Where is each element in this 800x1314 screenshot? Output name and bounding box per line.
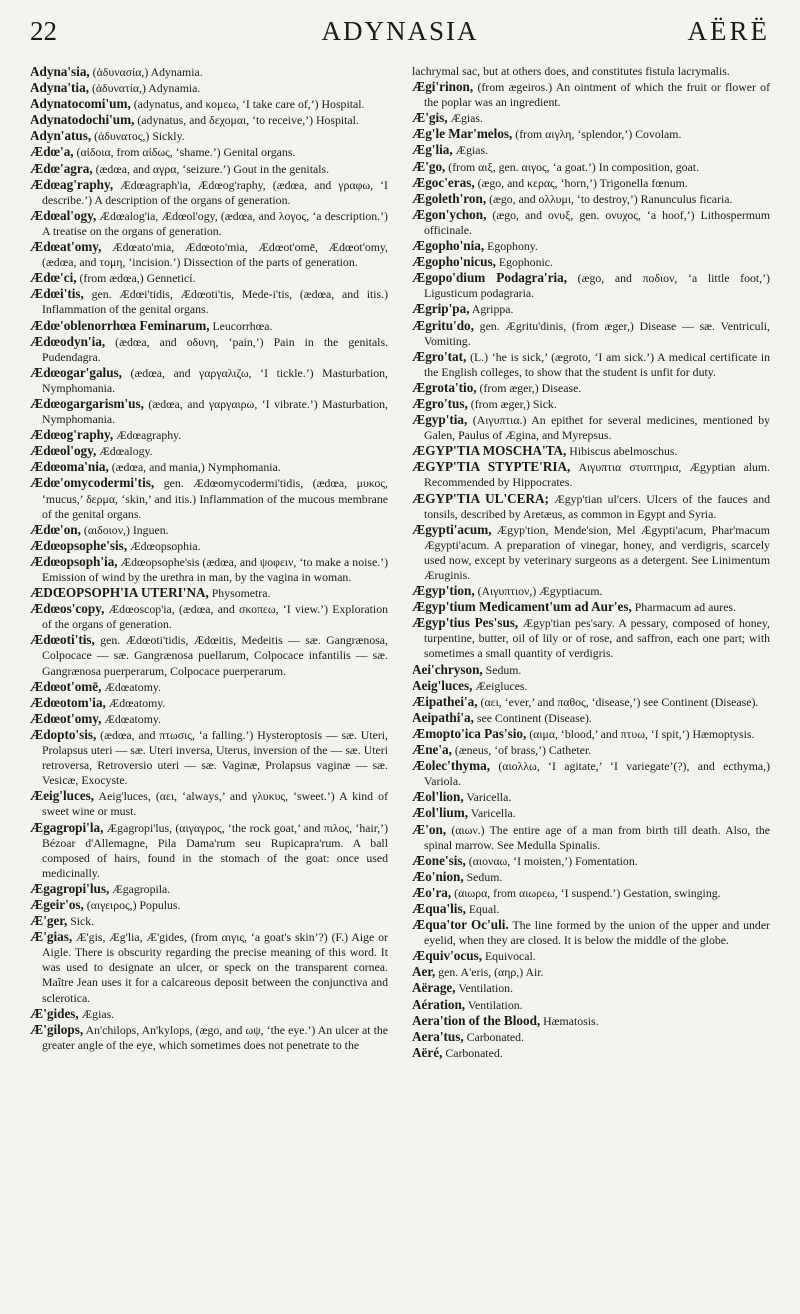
entry-definition: (Αιγυπτια.) An epithet for several medicines, mentioned by Galen, Paulus of Ægina, and Myrepsus. bbox=[424, 413, 770, 443]
entry-headword: Ægyp'tion, bbox=[412, 583, 475, 599]
dictionary-entry bbox=[412, 110, 770, 126]
dictionary-entry bbox=[412, 1013, 770, 1029]
entry-headword: Ædœ'a, bbox=[30, 144, 74, 160]
entry-headword: Ægrota'tio, bbox=[412, 379, 477, 395]
dictionary-entry bbox=[412, 694, 770, 710]
entry-headword: Ædœ'omycodermi'tis, bbox=[30, 475, 155, 491]
entry-headword: Ægopho'nicus, bbox=[412, 254, 496, 270]
dictionary-entry bbox=[30, 318, 388, 334]
running-title: ADYNASIA bbox=[321, 16, 479, 46]
entry-definition: Ædœalogy. bbox=[96, 444, 153, 459]
entry-definition: (ædœa, and οδυνη, ‘pain,’) Pain in the genitals. Pudendagra. bbox=[42, 334, 388, 364]
entry-headword: Ædœ'ci, bbox=[30, 270, 77, 286]
dictionary-entry bbox=[30, 96, 388, 112]
entry-headword: Æquiv'ocus, bbox=[412, 948, 482, 964]
entry-definition: (ædœa, and αγρα, ‘seizure.’) Gout in the genitals. bbox=[92, 161, 330, 176]
dictionary-entry bbox=[30, 64, 388, 80]
dictionary-entry bbox=[30, 208, 388, 239]
entry-definition: Ægias. bbox=[447, 111, 483, 126]
dictionary-entry bbox=[412, 349, 770, 380]
entry-definition: (αιδοιον,) Inguen. bbox=[80, 522, 169, 537]
dictionary-entry bbox=[30, 475, 388, 521]
dictionary-entry bbox=[412, 459, 770, 490]
entry-headword: Ædœoma'nia, bbox=[30, 459, 109, 475]
entry-definition: Ædœopsophe'sis (ædœa, and ψοφειν, ‘to make a noise.’) Emission of wind by the urethra in man, by the vagina in woman. bbox=[42, 554, 388, 584]
entry-headword: Ædœol'ogy, bbox=[30, 443, 97, 459]
entry-headword: Adyna'tia, bbox=[30, 80, 89, 96]
entry-definition: (æneus, ‘of brass,’) Catheter. bbox=[451, 743, 592, 758]
dictionary-entry bbox=[412, 301, 770, 317]
entry-definition: (L.) ‘he is sick,’ (ægroto, ‘I am sick.’) A medical certificate in the English colleges, to show that the student is unfit for duty. bbox=[424, 349, 770, 379]
entry-headword: Æipathei'a, bbox=[412, 693, 478, 709]
dictionary-entry bbox=[30, 929, 388, 1005]
entry-definition: Varicella. bbox=[468, 806, 516, 821]
dictionary-entry bbox=[412, 758, 770, 789]
entry-headword: Ædœotom'ia, bbox=[30, 694, 106, 710]
entry-headword: ÆGYP'TIA UL'CERA; bbox=[412, 490, 549, 506]
dictionary-entry bbox=[30, 177, 388, 208]
entry-headword: Aération, bbox=[412, 996, 466, 1012]
entry-definition: Physometra. bbox=[208, 586, 271, 601]
dictionary-entry bbox=[30, 144, 388, 160]
entry-definition: Ædœopsophia. bbox=[127, 538, 201, 553]
entry-definition: Ædœagraph'ia, Ædœog'raphy, (ædœa, and γραφω, ‘I describe.’) A description of the organs of generation. bbox=[42, 177, 388, 207]
entry-headword: Æ'gis, bbox=[412, 110, 448, 126]
entry-definition: Ægyp'tian pes'sary. A pessary, composed of honey, turpentine, butter, oil of lily or of rose, and saffron, each one part; with sometimes a small quantity of verdigris. bbox=[424, 616, 770, 661]
entry-definition: Carbonated. bbox=[463, 1029, 524, 1044]
entry-definition: Carbonated. bbox=[442, 1045, 503, 1060]
dictionary-entry bbox=[412, 380, 770, 396]
entry-definition: gen. Ædœomycodermi'tidis, (ædœa, μυκος, ‘mucus,’ δερμα, ‘skin,’ and itis.) Inflammation of the mucous membrane of the genital organs. bbox=[42, 476, 388, 521]
dictionary-entry bbox=[412, 1029, 770, 1045]
entry-headword: Ædœ'agra, bbox=[30, 160, 93, 176]
entry-definition: (from æger,) Sick. bbox=[467, 396, 557, 411]
dictionary-entry bbox=[412, 191, 770, 207]
dictionary-entry bbox=[30, 1006, 388, 1022]
dictionary-entry bbox=[412, 742, 770, 758]
entry-definition: (ægo, and κερας, ‘horn,’) Trigonella fœnum. bbox=[474, 175, 688, 190]
dictionary-entry bbox=[30, 601, 388, 632]
entry-definition: (ægo, and ονυξ, gen. ονυχος, ‘a hoof,’) Lithospermum officinale. bbox=[424, 207, 770, 237]
dictionary-entry bbox=[412, 64, 770, 79]
dictionary-entry bbox=[30, 1022, 388, 1053]
entry-headword: Ædœodyn'ia, bbox=[30, 333, 106, 349]
entry-headword: Adynatodochi'um, bbox=[30, 112, 135, 128]
entry-definition: (ædœa, and πτωσις, ‘a falling.’) Hysteroptosis — sæ. Uteri, Prolapsus uteri — sæ. Uteri inversa, Uterus, inversion of the — sæ. Uteri retroversa, Retroversio uteri — sæ. Vaginæ, Prolapsus vaginæ — sæ. Vesicæ, Exocyste. bbox=[42, 727, 388, 788]
dictionary-entry bbox=[412, 270, 770, 301]
dictionary-entry bbox=[30, 80, 388, 96]
entry-headword: Æne'a, bbox=[412, 742, 452, 758]
entry-headword: Ædœopsophe'sis, bbox=[30, 537, 128, 553]
entry-definition: (ægo, and ολλυμι, ‘to destroy,’) Ranunculus ficaria. bbox=[486, 191, 733, 206]
entry-headword: Ægagropi'la, bbox=[30, 819, 104, 835]
dictionary-entry bbox=[30, 112, 388, 128]
entry-headword: Ægon'ychon, bbox=[412, 206, 487, 222]
entry-definition: (αιολλω, ‘I agitate,’ ‘I variegate’(?), and ecthyma,) Variola. bbox=[424, 759, 770, 789]
entry-definition: Egophonic. bbox=[495, 255, 553, 270]
entry-definition: lachrymal sac, but at others does, and constitutes fistula lacrymalis. bbox=[412, 64, 730, 78]
entry-headword: Æ'gias, bbox=[30, 929, 73, 945]
dictionary-entry bbox=[30, 913, 388, 929]
entry-definition: Ventilation. bbox=[455, 981, 514, 996]
entry-definition: Ædœatomy. bbox=[101, 679, 161, 694]
dictionary-entry bbox=[412, 789, 770, 805]
dictionary-entry bbox=[412, 917, 770, 948]
entry-headword: Ægrip'pa, bbox=[412, 301, 470, 317]
page-number: 22 bbox=[30, 16, 57, 46]
entry-headword: Ægopo'dium Podagra'ria, bbox=[412, 270, 567, 286]
entry-definition: (from æger,) Disease. bbox=[476, 380, 582, 395]
entry-headword: Æqua'tor Oc'uli. bbox=[412, 917, 509, 933]
entry-definition: (ædœa, and γαργαλιζω, ‘I tickle.’) Masturbation, Nymphomania. bbox=[42, 365, 388, 395]
entry-headword: Ægritu'do, bbox=[412, 317, 474, 333]
entry-headword: Adynatocomi'um, bbox=[30, 96, 131, 112]
entry-headword: Æol'lion, bbox=[412, 789, 464, 805]
entry-definition: Sick. bbox=[67, 914, 95, 929]
entry-definition: Ædœalog'ia, Ædœol'ogy, (ædœa, and λογος, ‘a description.’) A treatise on the organs of generation. bbox=[42, 208, 388, 238]
entry-definition: (from αιξ, gen. αιγος, ‘a goat.’) In composition, goat. bbox=[445, 159, 700, 174]
entry-definition: gen. Ædœi'tidis, Ædœoti'tis, Mede-i'tis, (ædœa, and itis.) Inflammation of the genital organs. bbox=[42, 287, 388, 317]
dictionary-entry bbox=[30, 695, 388, 711]
entry-definition: Egophony. bbox=[484, 239, 538, 254]
entry-definition: (ἀδυνατία,) Adynamia. bbox=[89, 81, 201, 96]
dictionary-entry bbox=[30, 239, 388, 270]
dictionary-entry bbox=[30, 788, 388, 819]
entry-definition: The line formed by the union of the upper and under eyelid, when they are closed. It is below the middle of the globe. bbox=[424, 918, 770, 948]
entry-definition: (ædœa, and γαργαιρω, ‘I vibrate.’) Masturbation, Nymphomania. bbox=[42, 396, 388, 427]
entry-headword: ÆDŒOPSOPH'IA UTERI'NA, bbox=[30, 585, 209, 601]
entry-definition: Leucorrhœa. bbox=[209, 318, 273, 333]
entry-headword: Æo'nion, bbox=[412, 868, 464, 884]
entry-headword: Æ'gilops, bbox=[30, 1021, 84, 1037]
dictionary-entry bbox=[30, 881, 388, 897]
entry-headword: Aer, bbox=[412, 964, 436, 980]
dictionary-entry bbox=[412, 254, 770, 270]
entry-headword: Adyn'atus, bbox=[30, 128, 92, 144]
dictionary-entry bbox=[30, 161, 388, 177]
entry-definition: Ægyp'tion, Mende'sion, Mel Ægypti'acum, Phar'macum Ægypti'acum. A preparation of vinegar, honey, and verdigris, scarcely used now, except by veterinary surgeons as a detergent. See Linimentum Æruginis. bbox=[424, 522, 770, 582]
entry-definition: Agrippa. bbox=[469, 302, 514, 317]
entry-headword: Æeig'luces, bbox=[30, 788, 95, 804]
entry-definition: Ægagropi'lus, (αιγαγρος, ‘the rock goat,’ and πιλος, ‘hair,’) Bézoar d'Allemagne, Pila Dama'rum seu Rupicapra'rum. A ball composed of hairs, found in the stomach of the goat: once used medicinally. bbox=[42, 820, 388, 880]
entry-headword: Æ'ger, bbox=[30, 913, 68, 929]
dictionary-entry bbox=[412, 964, 770, 980]
dictionary-entry bbox=[30, 679, 388, 695]
dictionary-entry bbox=[412, 980, 770, 996]
entry-headword: Æ'go, bbox=[412, 158, 446, 174]
entry-definition: see Continent (Disease). bbox=[473, 710, 592, 725]
dictionary-entry bbox=[412, 822, 770, 853]
entry-headword: Ædœogargarism'us, bbox=[30, 395, 144, 411]
entry-definition: Æeigluces. bbox=[472, 678, 528, 693]
dictionary-entry bbox=[30, 459, 388, 475]
entry-definition: Varicella. bbox=[463, 790, 512, 805]
entry-headword: Ædœopsoph'ia, bbox=[30, 553, 118, 569]
entry-headword: Ægro'tus, bbox=[412, 395, 468, 411]
dictionary-entry bbox=[30, 286, 388, 317]
entry-definition: (αιοναω, ‘I moisten,’) Fomentation. bbox=[465, 853, 638, 868]
entry-headword: Æo'ra, bbox=[412, 884, 452, 900]
entry-definition: Ædœoscop'ia, (ædœa, and σκοπεω, ‘I view.’) Exploration of the organs of generation. bbox=[42, 602, 388, 632]
entry-headword: ÆGYP'TIA STYPTE'RIA, bbox=[412, 459, 571, 475]
entry-definition: (Αιγυπτιον,) Ægyptiacum. bbox=[474, 584, 603, 599]
entry-definition: (ædœa, and mania,) Nymphomania. bbox=[108, 460, 281, 475]
entry-definition: (αιωρα, from αιωρεω, ‘I suspend.’) Gestation, swinging. bbox=[451, 885, 721, 900]
entry-headword: Ædœ'on, bbox=[30, 521, 81, 537]
entry-headword: Ægyp'tium Medicament'um ad Aur'es, bbox=[412, 599, 632, 615]
entry-definition: (αει, ‘ever,’ and παθος, ‘disease,’) see Continent (Disease). bbox=[477, 694, 759, 709]
entry-headword: Æqua'lis, bbox=[412, 900, 466, 916]
dictionary-entry bbox=[412, 997, 770, 1013]
entry-definition: Æ'gis, Æg'lia, Æ'gides, (from αιγις, ‘a goat's skin’?) (F.) Aige or Aigle. There is obscurity regarding the precise meaning of this word. It was used to designate an ulcer, or speck on the transparent cornea. Maître Jean uses it for a calcareous deposit between the conjunctiva and sclerotica. bbox=[42, 930, 388, 1005]
dictionary-entry bbox=[412, 678, 770, 694]
page-header bbox=[30, 16, 770, 48]
dictionary-entry bbox=[412, 885, 770, 901]
entry-definition: An'chilops, An'kylops, (ægo, and ωψ, ‘the eye.’) An ulcer at the greater angle of the eye, which sometimes does not penetrate to the bbox=[42, 1022, 388, 1052]
entry-definition: Ædœagraphy. bbox=[113, 428, 182, 443]
entry-headword: Ædœ'oblenorrhœa Feminarum, bbox=[30, 317, 210, 333]
entry-headword: ÆGYP'TIA MOSCHA'TA, bbox=[412, 443, 567, 459]
dictionary-entry bbox=[412, 662, 770, 678]
dictionary-entry bbox=[30, 538, 388, 554]
entry-headword: Ædœal'ogy, bbox=[30, 207, 97, 223]
entry-headword: Ædœi'tis, bbox=[30, 286, 84, 302]
dictionary-entry bbox=[412, 412, 770, 443]
dictionary-entry bbox=[30, 522, 388, 538]
dictionary-entry bbox=[412, 583, 770, 599]
entry-headword: Ægagropi'lus, bbox=[30, 880, 110, 896]
entry-definition: (adynatus, and κομεω, ‘I take care of,’) Hospital. bbox=[130, 97, 365, 112]
dictionary-entry bbox=[412, 175, 770, 191]
entry-definition: Ægyp'tian ul'cers. Ulcers of the fauces and tonsils, described by Aretæus, as common in Egypt and Syria. bbox=[424, 491, 770, 521]
left-column bbox=[30, 64, 388, 1308]
entry-definition: gen. Ædœoti'tidis, Ædœitis, Medeitis — sæ. Gangrænosa, Colpocace — sæ. Gangrænosa puellarum, Colpocace infantilis — sæ. Gangrænosa puerperarum, Colpocace puerperarum. bbox=[42, 633, 388, 678]
dictionary-entry bbox=[30, 270, 388, 286]
dictionary-entry bbox=[30, 128, 388, 144]
dictionary-entry bbox=[30, 585, 388, 601]
entry-headword: Ægi'rinon, bbox=[412, 79, 474, 95]
dictionary-entry bbox=[412, 318, 770, 349]
entry-definition: (αἰδοια, from αἰδως, ‘shame.’) Genital organs. bbox=[73, 145, 296, 160]
entry-headword: Ædœog'raphy, bbox=[30, 427, 114, 443]
entry-definition: gen. A'eris, (αηρ,) Air. bbox=[435, 965, 544, 980]
entry-definition: Hæmatosis. bbox=[540, 1013, 599, 1028]
entry-headword: Æolec'thyma, bbox=[412, 758, 491, 774]
entry-headword: Æg'le Mar'melos, bbox=[412, 126, 513, 142]
entry-definition: Equal. bbox=[465, 901, 500, 916]
entry-definition: (ἀδυνατος,) Sickly. bbox=[91, 129, 185, 144]
entry-headword: Ægopho'nia, bbox=[412, 238, 485, 254]
entry-headword: Aera'tus, bbox=[412, 1028, 464, 1044]
dictionary-entry bbox=[412, 615, 770, 661]
dictionary-entry bbox=[30, 396, 388, 427]
entry-definition: (ἀδυνασία,) Adynamia. bbox=[89, 65, 203, 79]
entry-definition: (adynatus, and δεχομαι, ‘to receive,’) Hospital. bbox=[134, 113, 359, 128]
dictionary-entry bbox=[412, 522, 770, 583]
entry-definition: (from ægeiros.) An ointment of which the fruit or flower of the poplar was an ingredient. bbox=[424, 80, 770, 110]
dictionary-entry bbox=[412, 142, 770, 158]
entry-definition: (ægo, and ποδιον, ‘a little foot,’) Ligusticum podagraria. bbox=[424, 271, 770, 301]
entry-definition: Ventilation. bbox=[465, 997, 523, 1012]
dictionary-entry bbox=[412, 79, 770, 110]
dictionary-entry bbox=[30, 554, 388, 585]
entry-headword: Æ'gides, bbox=[30, 1005, 79, 1021]
entry-headword: Ædœos'copy, bbox=[30, 601, 105, 617]
dictionary-entry bbox=[412, 443, 770, 459]
entry-headword: Ædopto'sis, bbox=[30, 726, 97, 742]
dictionary-entry bbox=[30, 427, 388, 443]
dictionary-entry bbox=[412, 238, 770, 254]
entry-definition: Sedum. bbox=[482, 662, 522, 677]
entry-definition: Ædœato'mia, Ædœoto'mia, Ædœot'omē, Ædœot'omy, (ædœa, and τομη, ‘incision.’) Dissection of the parts of generation. bbox=[42, 240, 388, 270]
dictionary-entry bbox=[412, 805, 770, 821]
entry-definition: gen. Ægritu'dinis, (from æger,) Disease — sæ. Ventriculi, Vomiting. bbox=[424, 318, 770, 348]
right-column bbox=[412, 64, 770, 1308]
dictionary-entry bbox=[412, 396, 770, 412]
entry-definition: Ædœatomy. bbox=[101, 711, 161, 726]
entry-headword: Ægypti'acum, bbox=[412, 521, 492, 537]
dictionary-entry bbox=[412, 948, 770, 964]
entry-headword: Ægoc'eras, bbox=[412, 174, 475, 190]
entry-headword: Ædœot'omē, bbox=[30, 678, 102, 694]
entry-headword: Ægeir'os, bbox=[30, 896, 84, 912]
dictionary-entry bbox=[30, 727, 388, 788]
dictionary-entry bbox=[412, 126, 770, 142]
dictionary-entry bbox=[412, 1045, 770, 1061]
entry-headword: Ægyp'tius Pes'sus, bbox=[412, 615, 519, 631]
dictionary-entry bbox=[412, 853, 770, 869]
entry-definition: Aeig'luces, (αει, ‘always,’ and γλυκυς, ‘sweet.’) A kind of sweet wine or must. bbox=[42, 789, 388, 819]
entry-headword: Ægoleth'ron, bbox=[412, 190, 487, 206]
entry-definition: Hibiscus abelmoschus. bbox=[566, 444, 678, 459]
entry-headword: Ædœag'raphy, bbox=[30, 176, 114, 192]
dictionary-entry bbox=[412, 901, 770, 917]
entry-headword: Ægro'tat, bbox=[412, 348, 467, 364]
dictionary-entry bbox=[412, 599, 770, 615]
entry-definition: Equivocal. bbox=[482, 949, 536, 964]
entry-definition: (αιγειρος,) Populus. bbox=[83, 897, 181, 912]
entry-headword: Ædœot'omy, bbox=[30, 710, 102, 726]
entry-headword: Aeig'luces, bbox=[412, 677, 473, 693]
dictionary-entry bbox=[30, 711, 388, 727]
dictionary-entry bbox=[412, 159, 770, 175]
dictionary-entry bbox=[412, 207, 770, 238]
entry-headword: Æg'lia, bbox=[412, 142, 453, 158]
entry-definition: (αιων.) The entire age of a man from birth till death. Also, the spinal marrow. See Medulla Spinalis. bbox=[424, 822, 770, 852]
entry-headword: Æol'lium, bbox=[412, 805, 469, 821]
dictionary-entry bbox=[30, 365, 388, 396]
entry-definition: Αιγυπτια στυπτηρια, Ægyptian alum. Recommended by Hippocrates. bbox=[424, 460, 770, 490]
dictionary-entry bbox=[412, 726, 770, 742]
entry-headword: Æone'sis, bbox=[412, 852, 466, 868]
dictionary-entry bbox=[412, 869, 770, 885]
entry-headword: Aërage, bbox=[412, 980, 456, 996]
entry-headword: Æmopto'ica Pas'sio, bbox=[412, 725, 527, 741]
entry-headword: Ædœoti'tis, bbox=[30, 632, 95, 648]
entry-definition: Ægagropila. bbox=[109, 881, 171, 896]
entry-headword: Ægyp'tia, bbox=[412, 412, 468, 428]
entry-headword: Adyna'sia, bbox=[30, 64, 90, 79]
dictionary-entry bbox=[30, 443, 388, 459]
dictionary-entry bbox=[30, 632, 388, 678]
entry-headword: Aera'tion of the Blood, bbox=[412, 1012, 541, 1028]
entry-definition: Ædœatomy. bbox=[105, 695, 166, 710]
dictionary-entry bbox=[412, 491, 770, 522]
entry-headword: Aëré, bbox=[412, 1044, 443, 1060]
dictionary-entry bbox=[30, 897, 388, 913]
entry-definition: Ægias. bbox=[452, 143, 489, 158]
dictionary-entry bbox=[30, 334, 388, 365]
entry-definition: Pharmacum ad aures. bbox=[631, 600, 736, 615]
entry-definition: (from αιγλη, ‘splendor,’) Covolam. bbox=[512, 127, 682, 142]
entry-headword: Ædœogar'galus, bbox=[30, 364, 122, 380]
dictionary-entry bbox=[30, 820, 388, 881]
guide-word: AËRË bbox=[687, 16, 770, 46]
entry-headword: Ædœat'omy, bbox=[30, 239, 102, 255]
entry-definition: (from ædœa,) Genneticí. bbox=[76, 271, 196, 286]
entry-headword: Aeipathi'a, bbox=[412, 709, 474, 725]
dictionary-entry bbox=[412, 710, 770, 726]
entry-definition: (αιμα, ‘blood,’ and πτυω, ‘I spit,’) Hæmoptysis. bbox=[526, 726, 755, 741]
entry-headword: Æ'on, bbox=[412, 821, 447, 837]
entry-headword: Aei'chryson, bbox=[412, 661, 483, 677]
entry-definition: Ægias. bbox=[78, 1006, 115, 1021]
entry-definition: Sedum. bbox=[463, 869, 503, 884]
